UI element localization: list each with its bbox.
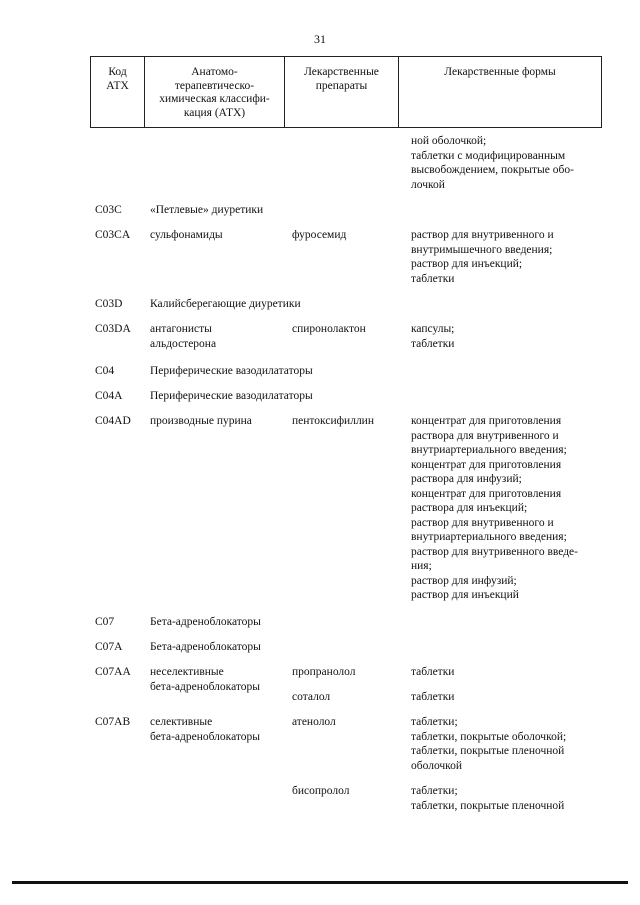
forms-cell: таблетки; таблетки, покрытые оболочкой; таблетки, покрытые пленочной оболочкой xyxy=(411,716,567,772)
header-classification: Анатомо- терапевтическо- химическая классифи- кация (АТХ) xyxy=(145,57,285,127)
class-cell: неселективные бета-адреноблокаторы xyxy=(150,666,260,693)
class-cell: Периферические вазодилататоры xyxy=(150,390,313,402)
drug-cell: спиронолактон xyxy=(292,323,366,335)
code-cell: C07 xyxy=(95,616,115,628)
forms-cell: ной оболочкой; таблетки с модифицированным высвобождением, покрытые обо- лочкой xyxy=(411,135,574,191)
bottom-rule xyxy=(12,881,628,884)
drug-cell: пентоксифиллин xyxy=(292,415,374,427)
drug-cell: фуросемид xyxy=(292,229,347,241)
drug-cell: пропранолол xyxy=(292,666,356,678)
drug-cell: соталол xyxy=(292,691,331,703)
class-cell: Периферические вазодилататоры xyxy=(150,365,313,377)
header-forms: Лекарственные формы xyxy=(444,66,556,78)
class-cell: сульфонамиды xyxy=(150,229,223,241)
class-cell: Бета-адреноблокаторы xyxy=(150,616,261,628)
page-number: 31 xyxy=(314,32,326,46)
header-drugs: Лекарственные препараты xyxy=(285,57,399,127)
forms-cell: капсулы; таблетки xyxy=(411,323,455,350)
code-cell: C03D xyxy=(95,298,123,310)
code-cell: C04A xyxy=(95,390,123,402)
forms-cell: таблетки xyxy=(411,691,455,703)
code-cell: C03CA xyxy=(95,229,131,241)
code-cell: C03C xyxy=(95,204,122,216)
class-cell: производные пурина xyxy=(150,415,252,427)
class-cell: «Петлевые» диуретики xyxy=(150,204,264,216)
class-cell: антагонисты альдостерона xyxy=(150,323,217,350)
code-cell: C03DA xyxy=(95,323,131,335)
code-cell: C04 xyxy=(95,365,115,377)
forms-cell: таблетки xyxy=(411,666,455,678)
forms-cell: таблетки; таблетки, покрытые пленочной xyxy=(411,785,565,812)
class-cell: селективные бета-адреноблокаторы xyxy=(150,716,260,743)
drug-cell: бисопролол xyxy=(292,785,350,797)
table-header xyxy=(90,56,602,128)
code-cell: C07A xyxy=(95,641,123,653)
code-cell: C07AA xyxy=(95,666,131,678)
class-cell: Калийсберегающие диуретики xyxy=(150,298,301,310)
drug-cell: атенолол xyxy=(292,716,336,728)
code-cell: C04AD xyxy=(95,415,131,427)
forms-cell: концентрат для приготовления раствора для внутривенного и внутриартериального введения; концентрат для приготовления раствора для инфузий; концентрат для приготовления раствора для инъекций; раствор для внутривенного и внутриартериального введения; раствор для внутривенного введе- ния; раствор для инфузий; раствор для инъекций xyxy=(411,415,578,601)
forms-cell: раствор для внутривенного и внутримышечного введения; раствор для инъекций; таблетки xyxy=(411,229,554,285)
class-cell: Бета-адреноблокаторы xyxy=(150,641,261,653)
code-cell: C07AB xyxy=(95,716,131,728)
header-code: Код АТХ xyxy=(91,57,145,127)
